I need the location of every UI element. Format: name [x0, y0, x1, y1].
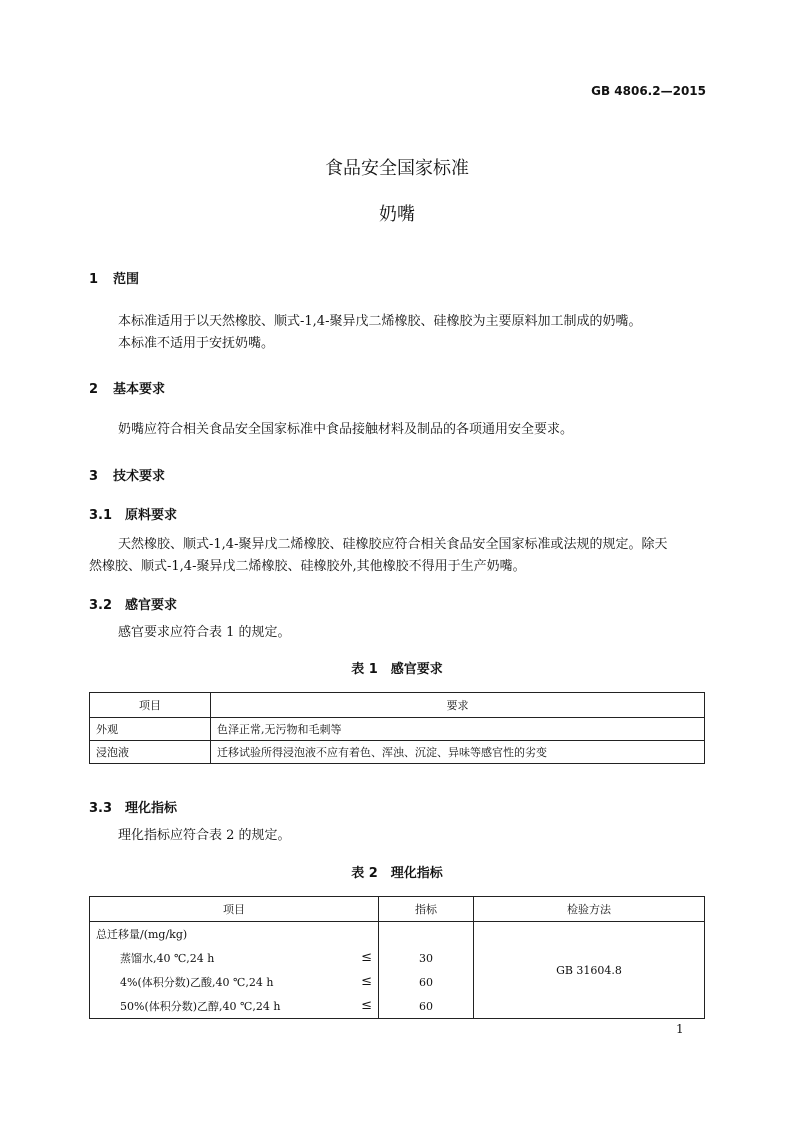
page-number: 1	[676, 1022, 684, 1036]
section-1-heading	[89, 268, 139, 287]
row-item: 50%(体积分数)乙醇,40 ℃,24 h	[120, 1000, 281, 1013]
table-row	[90, 741, 705, 764]
section-title: 范围	[113, 272, 140, 287]
section-number: 3.2	[89, 598, 113, 613]
document-title: 食品安全国家标准	[325, 158, 469, 179]
less-or-equal-symbol: ≤	[361, 974, 372, 989]
table-1-caption: 表 1 感官要求	[351, 662, 443, 677]
section-3-heading	[89, 465, 165, 484]
section-title: 理化指标	[125, 801, 178, 816]
section-3-3-heading	[89, 797, 177, 816]
table-cell: 30	[379, 946, 474, 970]
less-or-equal-symbol: ≤	[361, 998, 372, 1013]
section-title: 技术要求	[113, 469, 166, 484]
less-or-equal-symbol: ≤	[361, 950, 372, 965]
section-number: 3.1	[89, 508, 113, 523]
section-1-paragraph-2: 本标准不适用于安抚奶嘴。	[118, 336, 275, 351]
table-cell-method: GB 31604.8	[474, 922, 705, 1019]
section-title: 感官要求	[125, 598, 178, 613]
section-title: 原料要求	[125, 508, 178, 523]
table-cell: 迁移试验所得浸泡液不应有着色、浑浊、沉淀、异味等感官性的劣变	[211, 741, 705, 764]
section-3-2-heading	[89, 594, 177, 613]
section-1-paragraph-1: 本标准适用于以天然橡胶、顺式-1,4-聚异戊二烯橡胶、硅橡胶为主要原料加工制成的奶嘴。	[118, 314, 642, 329]
table-cell: 60	[379, 970, 474, 994]
sensory-requirements-table	[89, 692, 705, 764]
table-header-row	[90, 693, 705, 718]
table-cell	[90, 970, 379, 994]
row-item: 蒸馏水,40 ℃,24 h	[120, 952, 215, 965]
column-header: 项目	[90, 693, 211, 718]
table-row	[90, 922, 705, 947]
table-cell: 外观	[90, 718, 211, 741]
section-2-paragraph-1: 奶嘴应符合相关食品安全国家标准中食品接触材料及制品的各项通用安全要求。	[118, 422, 574, 437]
column-header: 项目	[90, 897, 379, 922]
section-3-1-paragraph-line-2: 然橡胶、顺式-1,4-聚异戊二烯橡胶、硅橡胶外,其他橡胶不得用于生产奶嘴。	[89, 559, 526, 574]
section-3-1-heading	[89, 504, 177, 523]
table-cell: 色泽正常,无污物和毛刺等	[211, 718, 705, 741]
table-cell	[90, 946, 379, 970]
section-title: 基本要求	[113, 382, 166, 397]
row-item: 4%(体积分数)乙酸,40 ℃,24 h	[120, 976, 274, 989]
standard-code: GB 4806.2—2015	[591, 84, 706, 98]
section-3-2-paragraph: 感官要求应符合表 1 的规定。	[118, 625, 291, 640]
table-cell: 总迁移量/(mg/kg)	[90, 922, 379, 947]
section-number: 1	[89, 272, 99, 287]
column-header: 指标	[379, 897, 474, 922]
section-3-1-paragraph-line-1: 天然橡胶、顺式-1,4-聚异戊二烯橡胶、硅橡胶应符合相关食品安全国家标准或法规的规定。除天	[118, 537, 668, 552]
table-cell: 浸泡液	[90, 741, 211, 764]
table-2-caption: 表 2 理化指标	[351, 866, 443, 881]
physicochemical-indicators-table	[89, 896, 705, 1019]
column-header: 要求	[211, 693, 705, 718]
document-subtitle: 奶嘴	[379, 204, 415, 225]
table-cell: 60	[379, 994, 474, 1019]
section-number: 3	[89, 469, 99, 484]
section-2-heading	[89, 378, 165, 397]
section-3-3-paragraph: 理化指标应符合表 2 的规定。	[118, 828, 291, 843]
section-number: 3.3	[89, 801, 113, 816]
table-row	[90, 718, 705, 741]
table-cell	[90, 994, 379, 1019]
section-number: 2	[89, 382, 99, 397]
table-header-row	[90, 897, 705, 922]
table-cell	[379, 922, 474, 947]
column-header: 检验方法	[474, 897, 705, 922]
